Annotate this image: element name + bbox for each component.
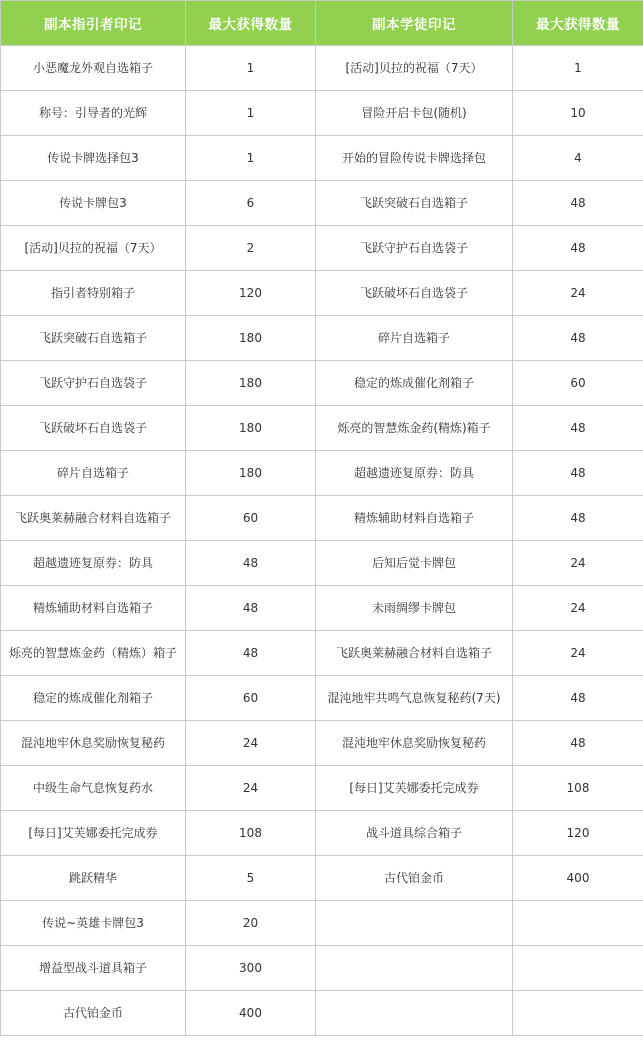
table-row [1, 721, 643, 766]
table-row [1, 46, 643, 91]
apprentice-count-cell: 1 [513, 46, 643, 91]
guide-count-cell: 180 [186, 361, 316, 406]
apprentice-count-cell: 108 [513, 766, 643, 811]
guide-item-cell: 超越遗迹复原券：防具 [1, 541, 186, 586]
guide-count-cell: 180 [186, 406, 316, 451]
apprentice-count-cell: 24 [513, 586, 643, 631]
table-row [1, 136, 643, 181]
table-row [1, 406, 643, 451]
table-row [1, 766, 643, 811]
table-row [1, 901, 643, 946]
apprentice-count-cell: 24 [513, 541, 643, 586]
table-row [1, 361, 643, 406]
guide-count-cell: 400 [186, 991, 316, 1036]
header-apprentice-max-count: 最大获得数量 [513, 1, 643, 46]
guide-count-cell: 108 [186, 811, 316, 856]
guide-count-cell: 300 [186, 946, 316, 991]
guide-item-cell: 跳跃精华 [1, 856, 186, 901]
apprentice-item-cell: 飞跃突破石自选箱子 [316, 181, 513, 226]
apprentice-count-cell: 48 [513, 181, 643, 226]
header-apprentice-mark: 副本学徒印记 [316, 1, 513, 46]
header-guide-max-count: 最大获得数量 [186, 1, 316, 46]
apprentice-item-cell: 混沌地牢共鸣气息恢复秘药(7天) [316, 676, 513, 721]
table-row [1, 91, 643, 136]
apprentice-item-cell: 未雨绸缪卡牌包 [316, 586, 513, 631]
apprentice-count-cell: 400 [513, 856, 643, 901]
guide-count-cell: 5 [186, 856, 316, 901]
guide-count-cell: 1 [186, 91, 316, 136]
apprentice-item-cell: 古代铂金币 [316, 856, 513, 901]
guide-count-cell: 1 [186, 136, 316, 181]
apprentice-item-cell: 混沌地牢休息奖励恢复秘药 [316, 721, 513, 766]
apprentice-item-cell: [活动]贝拉的祝福（7天） [316, 46, 513, 91]
guide-item-cell: 指引者特别箱子 [1, 271, 186, 316]
guide-count-cell: 180 [186, 316, 316, 361]
guide-item-cell: 混沌地牢休息奖励恢复秘药 [1, 721, 186, 766]
guide-count-cell: 48 [186, 586, 316, 631]
apprentice-item-cell: 开始的冒险传说卡牌选择包 [316, 136, 513, 181]
guide-count-cell: 24 [186, 721, 316, 766]
guide-count-cell: 120 [186, 271, 316, 316]
table-row [1, 316, 643, 361]
apprentice-item-cell: 稳定的炼成催化剂箱子 [316, 361, 513, 406]
apprentice-count-cell: 10 [513, 91, 643, 136]
guide-count-cell: 60 [186, 676, 316, 721]
header-guide-mark: 副本指引者印记 [1, 1, 186, 46]
guide-item-cell: [活动]贝拉的祝福（7天） [1, 226, 186, 271]
table-row [1, 496, 643, 541]
guide-count-cell: 24 [186, 766, 316, 811]
apprentice-count-cell: 24 [513, 631, 643, 676]
apprentice-item-cell: 烁亮的智慧炼金药(精炼)箱子 [316, 406, 513, 451]
guide-item-cell: 稳定的炼成催化剂箱子 [1, 676, 186, 721]
table-row [1, 541, 643, 586]
guide-item-cell: 中级生命气息恢复药水 [1, 766, 186, 811]
apprentice-count-cell [513, 991, 643, 1036]
apprentice-count-cell: 48 [513, 721, 643, 766]
apprentice-item-cell: 精炼辅助材料自选箱子 [316, 496, 513, 541]
table-row [1, 226, 643, 271]
apprentice-item-cell: [每日]艾芙娜委托完成券 [316, 766, 513, 811]
guide-item-cell: 称号：引导者的光辉 [1, 91, 186, 136]
apprentice-item-cell [316, 946, 513, 991]
apprentice-count-cell [513, 901, 643, 946]
guide-count-cell: 48 [186, 631, 316, 676]
guide-item-cell: 碎片自选箱子 [1, 451, 186, 496]
guide-count-cell: 1 [186, 46, 316, 91]
apprentice-count-cell: 48 [513, 496, 643, 541]
apprentice-count-cell: 48 [513, 451, 643, 496]
table-row [1, 946, 643, 991]
apprentice-item-cell: 飞跃守护石自选袋子 [316, 226, 513, 271]
apprentice-item-cell: 碎片自选箱子 [316, 316, 513, 361]
table-row [1, 586, 643, 631]
table-row [1, 856, 643, 901]
apprentice-count-cell: 4 [513, 136, 643, 181]
table-row [1, 181, 643, 226]
apprentice-item-cell [316, 901, 513, 946]
guide-count-cell: 180 [186, 451, 316, 496]
apprentice-count-cell [513, 946, 643, 991]
table-row [1, 811, 643, 856]
apprentice-item-cell: 冒险开启卡包(随机) [316, 91, 513, 136]
apprentice-item-cell: 飞跃破坏石自选袋子 [316, 271, 513, 316]
apprentice-count-cell: 48 [513, 226, 643, 271]
table-row [1, 271, 643, 316]
header-row [1, 1, 643, 46]
table-row [1, 631, 643, 676]
apprentice-count-cell: 60 [513, 361, 643, 406]
apprentice-item-cell: 超越遗迹复原券：防具 [316, 451, 513, 496]
apprentice-count-cell: 120 [513, 811, 643, 856]
apprentice-count-cell: 48 [513, 676, 643, 721]
guide-item-cell: 飞跃突破石自选箱子 [1, 316, 186, 361]
guide-item-cell: 烁亮的智慧炼金药（精炼）箱子 [1, 631, 186, 676]
guide-item-cell: 古代铂金币 [1, 991, 186, 1036]
guide-count-cell: 60 [186, 496, 316, 541]
guide-count-cell: 20 [186, 901, 316, 946]
table-row [1, 676, 643, 721]
guide-item-cell: 精炼辅助材料自选箱子 [1, 586, 186, 631]
apprentice-count-cell: 48 [513, 406, 643, 451]
apprentice-item-cell: 后知后觉卡牌包 [316, 541, 513, 586]
guide-item-cell: 飞跃守护石自选袋子 [1, 361, 186, 406]
table-body [1, 46, 643, 1036]
apprentice-count-cell: 24 [513, 271, 643, 316]
guide-item-cell: 传说~英雄卡牌包3 [1, 901, 186, 946]
guide-item-cell: 传说卡牌包3 [1, 181, 186, 226]
guide-item-cell: 增益型战斗道具箱子 [1, 946, 186, 991]
table-row [1, 991, 643, 1036]
guide-count-cell: 6 [186, 181, 316, 226]
table-row [1, 451, 643, 496]
guide-item-cell: 飞跃奥莱赫融合材料自选箱子 [1, 496, 186, 541]
guide-item-cell: [每日]艾芙娜委托完成券 [1, 811, 186, 856]
apprentice-item-cell: 战斗道具综合箱子 [316, 811, 513, 856]
guide-item-cell: 传说卡牌选择包3 [1, 136, 186, 181]
guide-item-cell: 飞跃破坏石自选袋子 [1, 406, 186, 451]
apprentice-item-cell: 飞跃奥莱赫融合材料自选箱子 [316, 631, 513, 676]
apprentice-count-cell: 48 [513, 316, 643, 361]
guide-item-cell: 小恶魔龙外观自选箱子 [1, 46, 186, 91]
guide-count-cell: 48 [186, 541, 316, 586]
guide-count-cell: 2 [186, 226, 316, 271]
apprentice-item-cell [316, 991, 513, 1036]
